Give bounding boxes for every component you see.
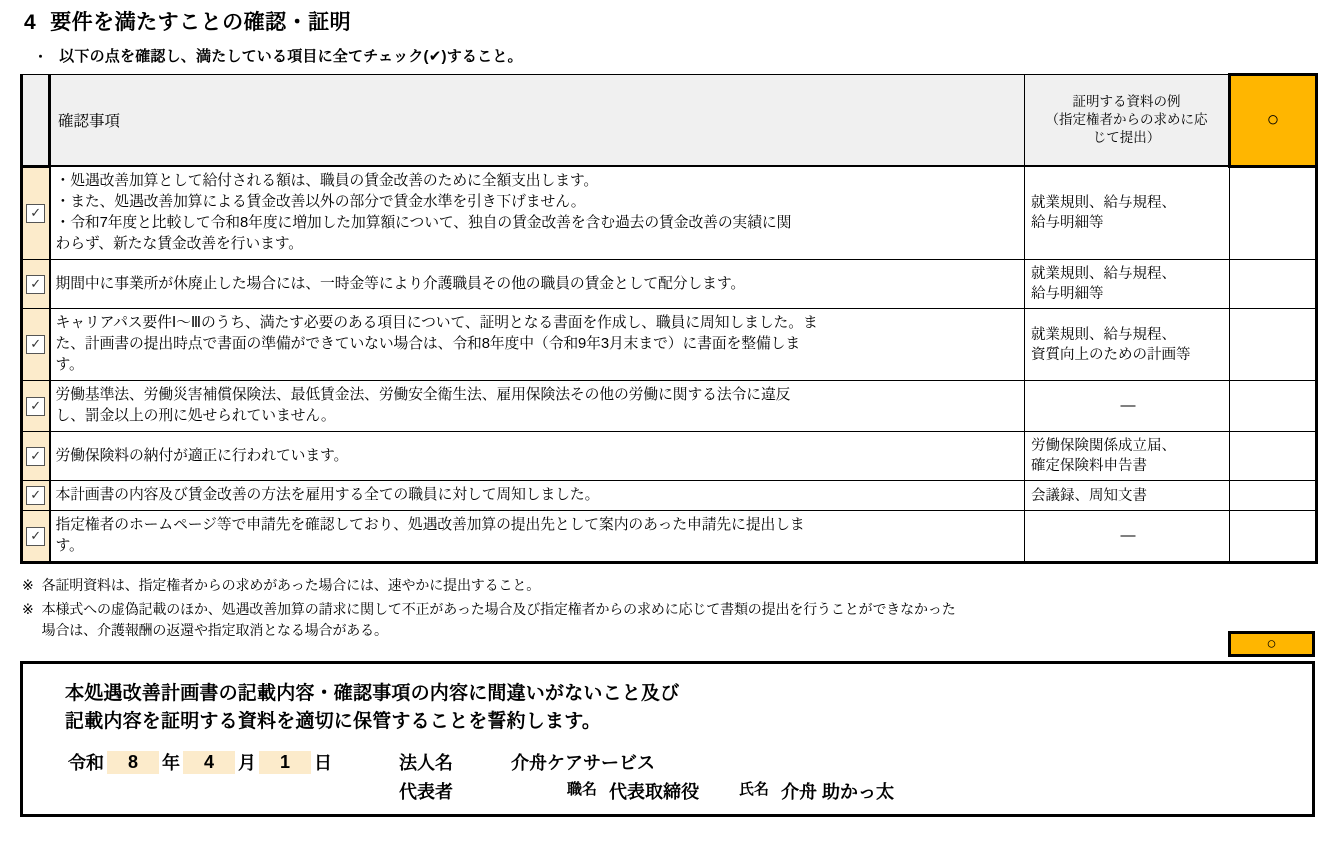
row-evidence-text [1025,511,1230,563]
note-text-line: 場合は、介護報酬の返還や指定取消となる場合がある。 [41,622,388,638]
item-text-line: す。 [55,538,84,554]
row-item-text [50,432,1025,481]
date-row [65,749,335,775]
month-label: 月 [238,753,256,774]
header-evidence-label [1025,75,1230,167]
table-row [22,481,1317,511]
checkmark-icon[interactable]: ✓ [26,335,45,354]
table-row [22,260,1317,309]
pledge-section [20,634,1315,817]
evidence-text-line: 会議録、周知文書 [1031,487,1147,504]
row-evidence-text [1025,432,1230,481]
row-mark-cell[interactable] [1230,481,1317,511]
organization-line [399,749,894,778]
row-item-text [50,260,1025,309]
table-header-row [22,75,1317,167]
note-text [42,575,1312,596]
evidence-text-line: 就業規則、給与規程、 [1031,266,1176,282]
day-field[interactable]: 1 [259,751,311,774]
table-body [22,166,1317,563]
row-evidence-text [1025,166,1230,260]
row-mark-cell[interactable] [1230,309,1317,381]
header-checkbox-col [22,75,50,167]
note-text-line: 各証明資料は、指定権者からの求めがあった場合には、速やかに提出すること。 [41,577,541,593]
row-checkbox-cell[interactable] [22,166,50,260]
pledge-statement-line2: 記載内容を証明する資料を適切に保管することを誓約します。 [65,710,602,732]
header-evidence-line2: （指定権者からの求めに応 [1045,112,1208,128]
row-item-text [50,381,1025,432]
row-checkbox-cell[interactable] [22,481,50,511]
row-evidence-text [1025,381,1230,432]
notes-section [22,575,1312,641]
representative-line [399,778,894,807]
row-item-text [50,511,1025,563]
evidence-text-line: 就業規則、給与規程、 [1031,326,1176,343]
year-field[interactable]: 8 [107,751,159,774]
name-label: 氏名 [738,781,769,799]
item-text-line: 期間中に事業所が休廃止した場合には、一時金等により介護職員その他の職員の賃金として配分します。 [55,275,746,292]
item-text-line: 労働保険料の納付が適正に行われています。 [55,447,349,464]
header-item-label: 確認事項 [50,75,1025,167]
row-evidence-text [1025,260,1230,309]
row-checkbox-cell[interactable] [22,309,50,381]
item-text-line: ・令和7年度と比較して令和8年度に増加した加算額について、独自の賃金改善を含む過去の賃金改善の実績に関 [55,215,792,231]
header-evidence-line3: じて提出） [1092,129,1161,145]
pledge-statement-line1: 本処遇改善計画書の記載内容・確認事項の内容に間違いがないこと及び [65,683,680,704]
signature-block [399,749,894,807]
pledge-box [20,661,1315,817]
section-title-text: 要件を満たすことの確認・証明 [50,11,352,34]
section-number: 4 [24,11,37,34]
instruction-line [10,45,1312,66]
organization-label: 法人名 [399,753,453,774]
evidence-text-line: 労働保険関係成立届、 [1031,438,1176,454]
job-title-value[interactable]: 代表取締役 [609,782,699,803]
pledge-circle-mark: ○ [1228,631,1315,657]
row-mark-cell[interactable] [1230,166,1317,260]
note-item [22,599,1312,641]
table-header [22,75,1317,167]
note-marker-icon: ※ [22,601,34,617]
note-item [22,575,1312,596]
day-label: 日 [314,753,332,774]
header-evidence-line1: 証明する資料の例 [1072,94,1181,110]
table-row [22,381,1317,432]
evidence-text-line: — [1120,396,1136,414]
item-text-line: 労働基準法、労働災害補償保険法、最低賃金法、労働安全衛生法、雇用保険法その他の労働に関する法令に違反 [55,387,791,403]
confirmation-table [20,73,1318,564]
checkmark-icon[interactable]: ✓ [26,275,45,294]
item-text-line: キャリアパス要件Ⅰ～Ⅲのうち、満たす必要のある項目について、証明となる書面を作成し、職員に周知しました。ま [55,315,818,331]
row-item-text [50,481,1025,511]
item-text-line: し、罰金以上の刑に処せられていません。 [55,408,336,424]
checkmark-icon[interactable]: ✓ [26,204,45,223]
pledge-statement [23,680,1312,735]
bullet-dot-icon: ・ [34,49,48,64]
evidence-text-line: 給与明細等 [1031,286,1104,302]
evidence-text-line: 資質向上のための計画等 [1031,346,1191,363]
name-value[interactable]: 介舟 助かっ太 [781,782,895,803]
item-text-line: 指定権者のホームページ等で申請先を確認しており、処遇改善加算の提出先として案内のあった申請先に提出しま [55,517,805,533]
page-title [10,0,1312,36]
item-text-line: す。 [55,357,84,373]
table-row [22,309,1317,381]
checkmark-icon[interactable]: ✓ [26,486,45,505]
row-checkbox-cell[interactable] [22,260,50,309]
instruction-text: 以下の点を確認し、満たしている項目に全てチェック(✔)すること。 [59,48,523,65]
month-field[interactable]: 4 [183,751,235,774]
table-row [22,432,1317,481]
table-row [22,511,1317,563]
row-mark-cell[interactable] [1230,432,1317,481]
row-mark-cell[interactable] [1230,260,1317,309]
item-text-line: ・処遇改善加算として給付される額は、職員の賃金改善のために全額支出します。 [55,173,599,189]
pledge-signature-area [23,749,1312,807]
row-checkbox-cell[interactable] [22,381,50,432]
row-item-text [50,309,1025,381]
job-title-label: 職名 [566,781,597,799]
checkmark-icon[interactable]: ✓ [26,447,45,466]
note-text [42,599,1312,641]
note-text-line: 本様式への虚偽記載のほか、処遇改善加算の請求に関して不正があった場合及び指定権者からの求めに応じて書類の提出を行うことができなかった [41,601,956,617]
checkmark-icon[interactable]: ✓ [26,527,45,546]
item-text-line: た、計画書の提出時点で書面の準備ができていない場合は、令和8年度中（令和9年3月末まで）に書面を整備しま [55,336,801,352]
row-checkbox-cell[interactable] [22,511,50,563]
organization-value[interactable]: 介舟ケアサービス [511,753,655,774]
row-evidence-text [1025,481,1230,511]
year-label: 年 [162,753,180,774]
table-row [22,166,1317,260]
representative-label: 代表者 [399,782,453,803]
row-checkbox-cell[interactable] [22,432,50,481]
evidence-text-line: — [1120,526,1136,544]
evidence-text-line: 確定保険料申告書 [1031,458,1147,474]
evidence-text-line: 給与明細等 [1031,215,1104,231]
item-text-line: 本計画書の内容及び賃金改善の方法を雇用する全ての職員に対して周知しました。 [55,487,600,503]
note-marker-icon: ※ [22,577,34,593]
row-mark-cell[interactable] [1230,511,1317,563]
item-text-line: ・また、処遇改善加算による賃金改善以外の部分で賃金水準を引き下げません。 [55,194,586,210]
row-mark-cell[interactable] [1230,381,1317,432]
row-item-text [50,166,1025,260]
evidence-text-line: 就業規則、給与規程、 [1031,195,1176,211]
checkmark-icon[interactable]: ✓ [26,397,45,416]
header-circle-mark: ○ [1230,75,1317,167]
era-label: 令和 [68,753,104,774]
row-evidence-text [1025,309,1230,381]
item-text-line: わらず、新たな賃金改善を行います。 [55,236,303,252]
